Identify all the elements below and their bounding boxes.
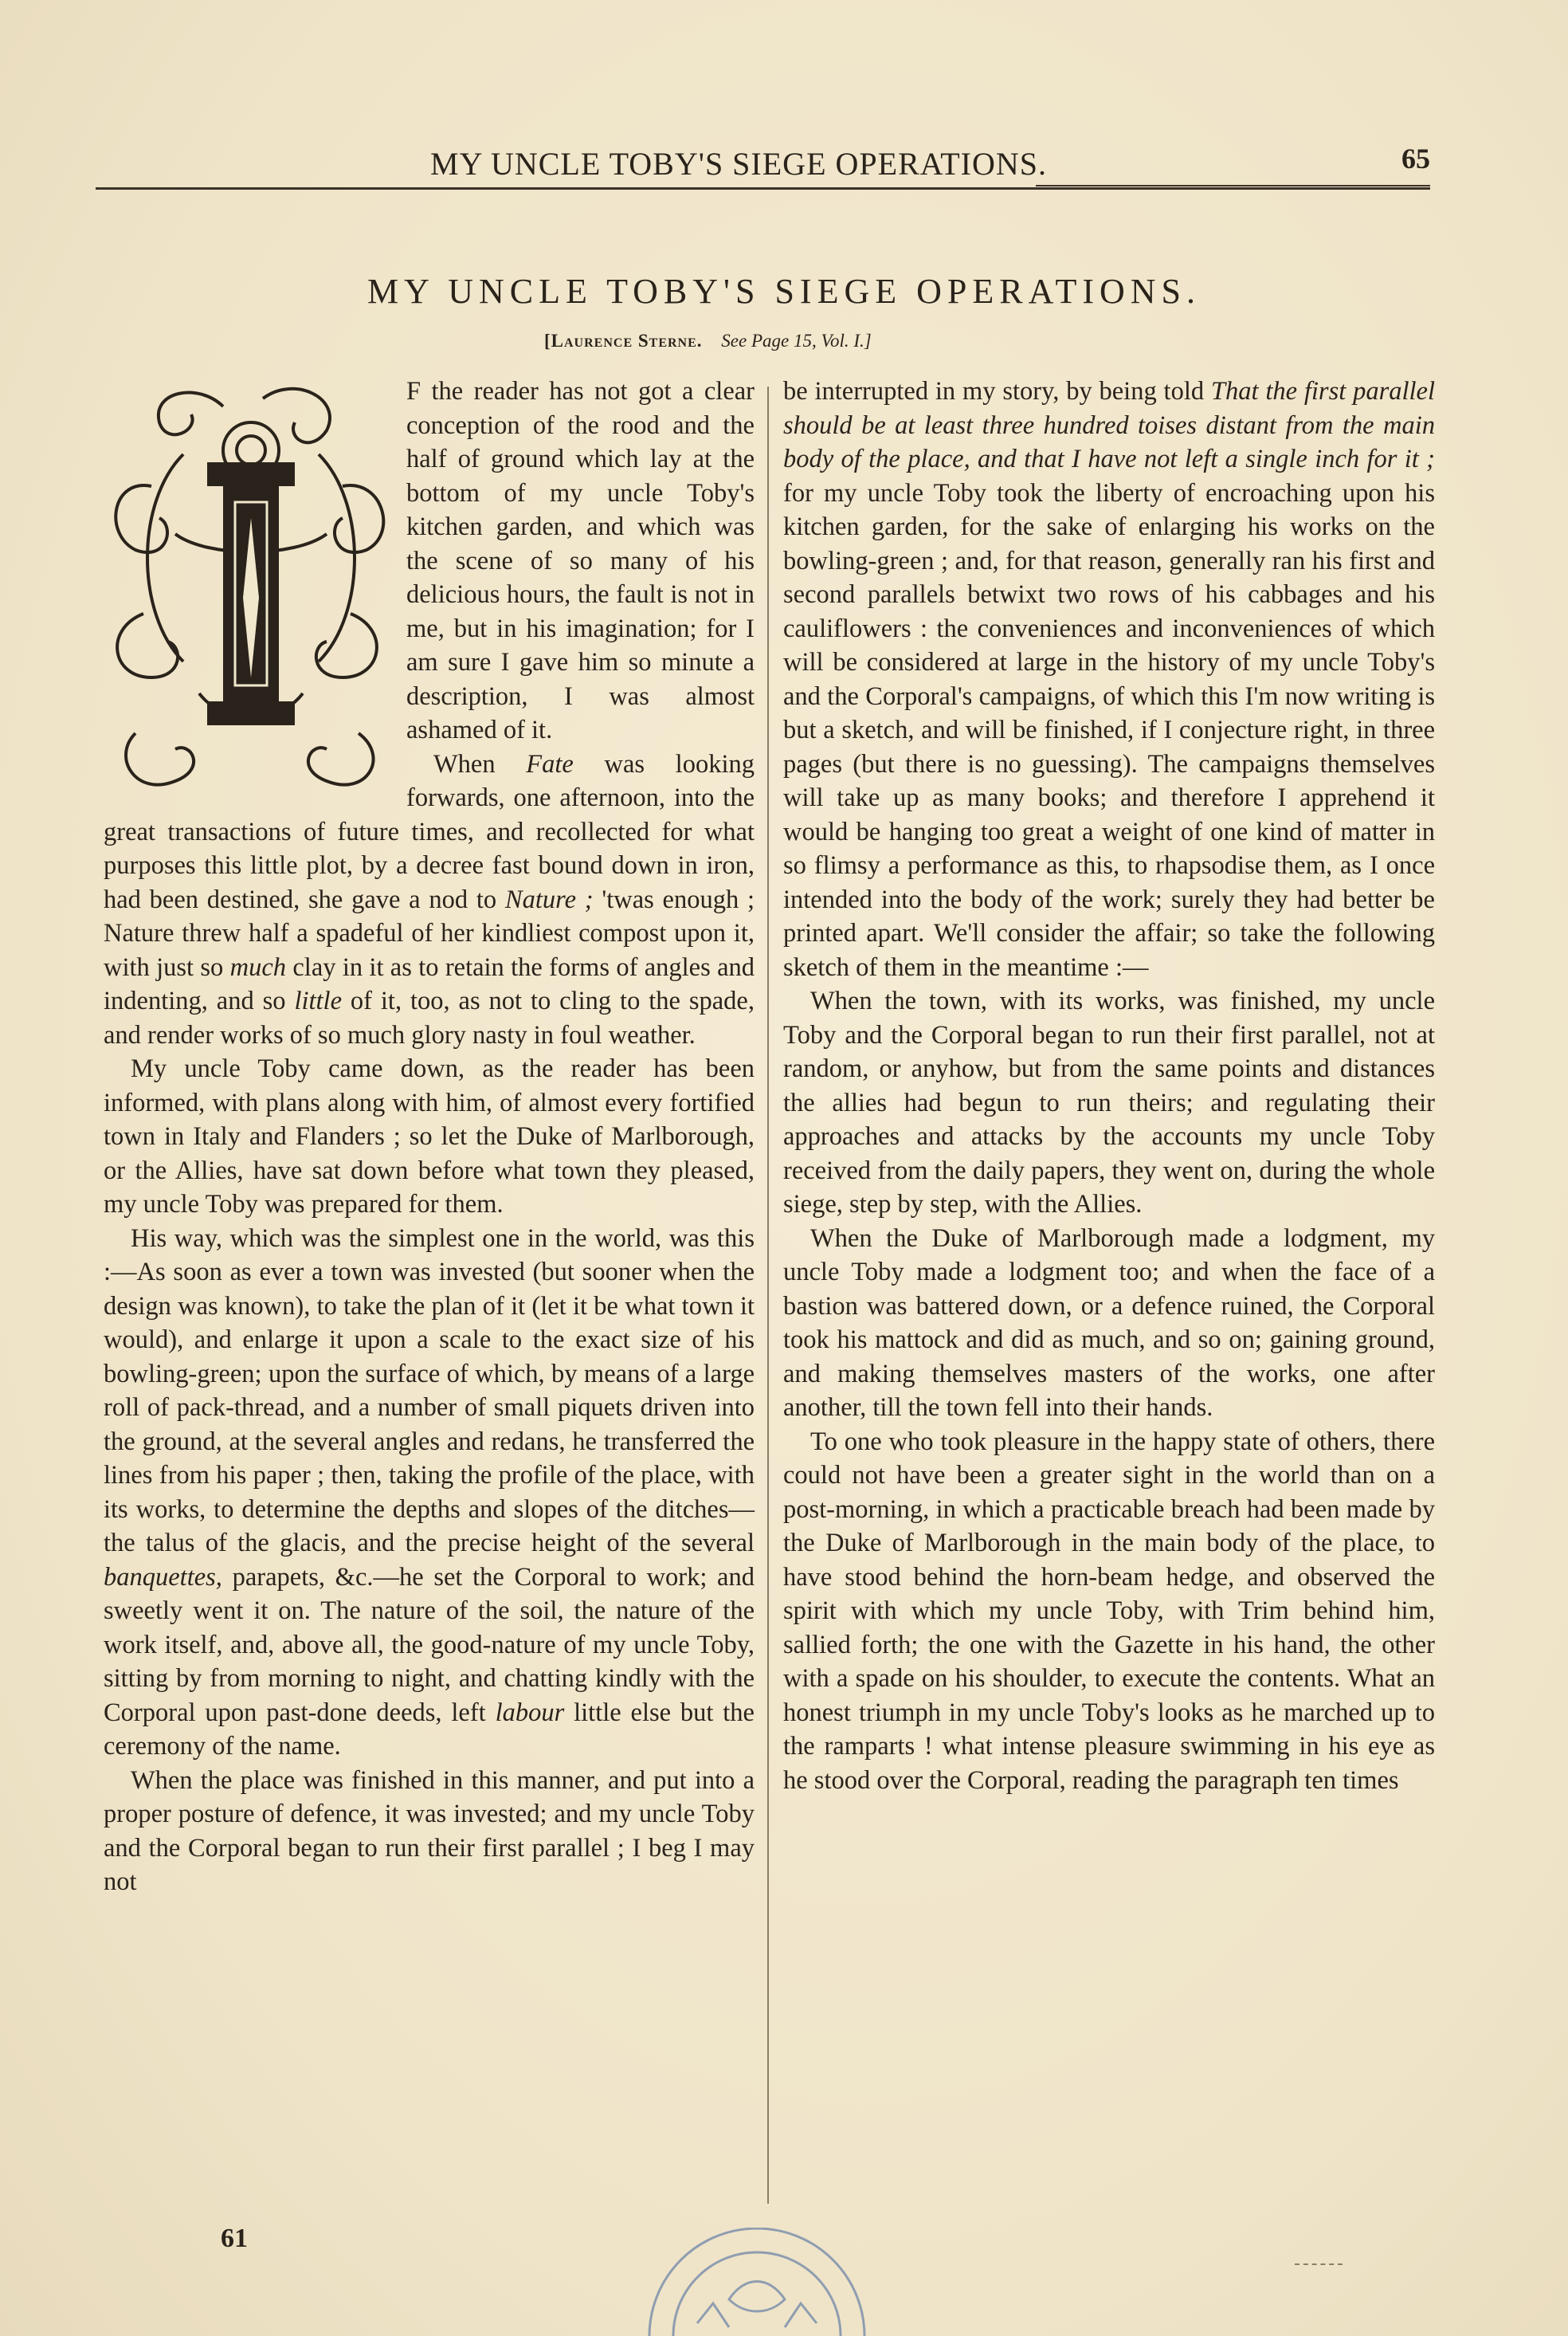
text-run: His way, which was the simplest one in the world, was this :—As soon as ever a town was invested (but sooner when the design was known), to take the plan of it (let it be what town it would), and enlarge it upon a scale to the exact size of his bowling-green; upon the surface of which, by means of a large roll of pack-thread, and a number of small piquets driven into the ground, at the several angles and redans, he transferred the lines from his paper ; then, taking the profile of the place, with its works, to determine the depths and slopes of the ditches—the talus of the glacis, and the precise height of the several — [104, 1223, 755, 1557]
drop-cap-ornament-icon — [104, 375, 398, 805]
paragraph — [783, 375, 1435, 984]
paragraph: To one who took pleasure in the happy state of others, there could not have been a greater sight in the world than on a post-morning, in which a practicable breach had been made by the Duke of Marlborough in the main body of the place, to have stood behind the horn-beam hedge, and observed the spirit with which my uncle Toby, with Trim behind him, sallied forth; the one with the Gazette in his hand, the other with a spade on his shoulder, to execute the contents. What an honest triumph in my uncle Toby's looks as he marched up to the ramparts ! what intense pleasure swimming in his eye as he stood over the Corporal, reading the paragraph ten times — [783, 1427, 1435, 1795]
column-divider — [767, 387, 769, 2204]
paragraph: F the reader has not got a clear conception of the rood and the half of ground which lay at the bottom of my uncle Toby's kitchen garden, and which was the scene of so many of his delicious hours, the fault is not in me, but in his imagination; for I am sure I gave him so minute a description, I was almost ashamed of it. — [406, 377, 755, 744]
paragraph — [104, 1222, 755, 1764]
text-run: clay in it as to retain the forms of angles and indenting, and so — [104, 952, 755, 1015]
article-title: MY UNCLE TOBY'S SIEGE OPERATIONS. — [367, 272, 1201, 311]
margin-mark — [1295, 2263, 1343, 2267]
text-run: for my uncle Toby took the liberty of encroaching upon his kitchen garden, for the sake of enlarging his works on the bowling-green ; and, for that reason, generally ran his first and second parallels betwixt two rows of his cabbages and his cauliflowers : the conveniences and inconveniences of which will be considered at large in the history of my uncle Toby's and the Corporal's campaigns, of which this I'm now writing is but a sketch, and will be finished, if I conjecture right, in three pages (but there is no guessing). The campaigns themselves will take up as many books; and therefore I apprehend it would be hanging too great a weight of one kind of matter in so flimsy a performance as this, to rhapsodise them, as I once intended into the body of the work; surely they had better be printed apart. We'll consider the affair; so take the following sketch of them in the meantime :— — [783, 478, 1435, 982]
text-run: was looking forwards, one afternoon, into the great transactions of future times, and recollected for what purposes this little plot, by a decree fast bound down in iron, had been destined, she gave a nod to — [104, 749, 755, 914]
text-run: of it, too, as not to cling to the spade, and render works of so much glory nasty in foul weather. — [104, 987, 755, 1050]
left-column — [104, 375, 755, 1899]
text-run: be interrupted in my story, by being told — [783, 377, 1211, 406]
italic-text: much — [229, 952, 287, 982]
right-column — [783, 375, 1435, 1797]
paragraph: When the town, with its works, was finished, my uncle Toby and the Corporal began to run their first parallel, not at random, or anyhow, but from the same points and distances the allies had begun to run theirs; and regulating their approaches and attacks by the accounts my uncle Toby received from the daily papers, they went on, during the whole siege, step by step, with the Allies. — [783, 987, 1435, 1219]
author-credit: [Laurence Sterne. — [544, 331, 703, 351]
italic-text: little — [294, 987, 343, 1015]
running-title: MY UNCLE TOBY'S SIEGE OPERATIONS. — [430, 146, 1047, 182]
museum-stamp-icon — [641, 2228, 872, 2336]
attribution — [544, 331, 872, 351]
signature-mark: 61 — [221, 2224, 248, 2253]
italic-text: Nature ; — [504, 885, 594, 914]
text-run: When — [433, 749, 527, 779]
header-rule — [96, 187, 1430, 190]
paragraph: My uncle Toby came down, as the reader has been informed, with plans along with him, of almost every fortified town in Italy and Flanders ; so let the Duke of Marlborough, or the Allies, have sat down before what town they pleased, my uncle Toby was prepared for them. — [104, 1054, 755, 1219]
text-run: parapets, &c.—he set the Corporal to work; and sweetly went it on. The nature of the soil, the nature of the work itself, and, above all, the good-nature of my uncle Toby, sitting by from morning to night, and chatting kindly with the Corporal upon past-done deeds, left — [104, 1562, 755, 1727]
page-reference: See Page 15, Vol. I.] — [721, 331, 872, 351]
italic-text: Fate — [526, 749, 574, 779]
page-number: 65 — [1401, 143, 1430, 175]
italic-text: banquettes, — [104, 1562, 222, 1592]
text-run: 'twas enough ; Nature threw half a spadeful of her kindliest compost upon it, with just so — [104, 885, 755, 982]
italic-text: That the first parallel should be at least three hundred toises distant from the main body of the place, and that I have not left a single inch for it ; — [783, 377, 1435, 473]
header-rule-thick — [1036, 185, 1430, 186]
ornamental-drop-cap — [104, 375, 398, 805]
text-run: little else but the ceremony of the name. — [104, 1698, 755, 1761]
paragraph: When the Duke of Marlborough made a lodgment, my uncle Toby made a lodgment too; and when the face of a bastion was battered down, or a defence ruined, the Corporal took his mattock and did as much, and so on; gaining ground, and making themselves masters of the works, one after another, till the town fell into their hands. — [783, 1223, 1435, 1422]
paragraph: When the place was finished in this manner, and put into a proper posture of defence, it was invested; and my uncle Toby and the Corporal began to run their first parallel ; I beg I may not — [104, 1765, 755, 1896]
italic-text: labour — [495, 1698, 565, 1727]
